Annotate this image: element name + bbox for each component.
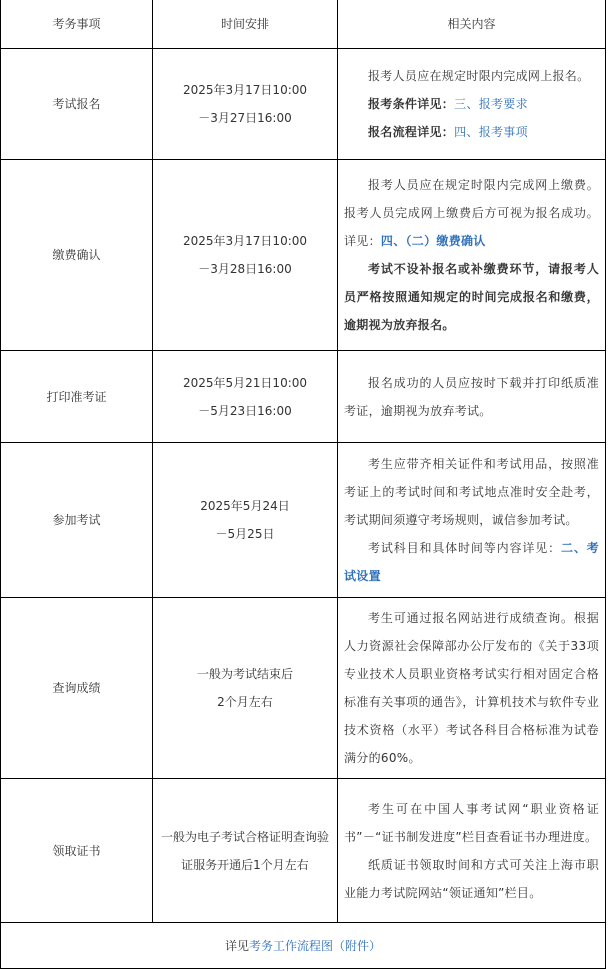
content-cell bbox=[338, 598, 606, 779]
content-paragraph: 考生应带齐相关证件和考试用品，按照准考证上的考试时间和考试地点准时安全赴考，考试期间须遵守考场规则，诚信参加考试。 bbox=[344, 457, 599, 527]
time-start: 一般为考试结束后 bbox=[196, 667, 293, 681]
table-row-take-exam bbox=[1, 443, 606, 598]
link-registration-process[interactable]: 四、报考事项 bbox=[454, 125, 528, 139]
label: 报考条件详见： bbox=[368, 97, 455, 111]
time-start: 2025年3月17日10:00 bbox=[182, 83, 308, 97]
content-cell bbox=[338, 779, 606, 923]
time-cell bbox=[153, 160, 338, 351]
link-exam-settings[interactable]: 二、考试设置 bbox=[344, 541, 599, 583]
content-cell bbox=[338, 49, 606, 160]
time-start: 2025年3月17日10:00 bbox=[182, 234, 308, 248]
item-cell: 参加考试 bbox=[1, 443, 153, 598]
table-footer-row bbox=[1, 923, 606, 969]
time-start: 一般为电子考试合格证明查询验 bbox=[160, 829, 329, 844]
item-cell: 缴费确认 bbox=[1, 160, 153, 351]
warning-paragraph: 考试不设补报名或补缴费环节，请报考人员严格按照通知规定的时间完成报名和缴费，逾期视为放弃报名。 bbox=[344, 262, 599, 332]
table-row-certificate bbox=[1, 779, 606, 923]
link-workflow-chart[interactable]: 考务工作流程图（附件） bbox=[249, 938, 382, 953]
text: 考试科目和具体时间等内容详见： bbox=[368, 541, 561, 555]
content-paragraph: 报名成功的人员应按时下载并打印纸质准考证，逾期视为放弃考试。 bbox=[344, 375, 599, 418]
time-end: －3月28日16:00 bbox=[198, 262, 292, 276]
header-item: 考务事项 bbox=[1, 0, 153, 49]
time-cell bbox=[153, 598, 338, 779]
item-cell: 领取证书 bbox=[1, 779, 153, 923]
content-cell bbox=[338, 351, 606, 443]
table-row-registration bbox=[1, 49, 606, 160]
content-paragraph: 纸质证书领取时间和方式可关注上海市职业能力考试院网站“领证通知”栏目。 bbox=[344, 857, 599, 900]
time-end: －3月27日16:00 bbox=[198, 111, 292, 125]
time-cell bbox=[153, 779, 338, 923]
time-end: －5月23日16:00 bbox=[198, 403, 292, 418]
item-cell: 查询成绩 bbox=[1, 598, 153, 779]
footer-prefix: 详见 bbox=[224, 938, 249, 953]
item-cell: 考试报名 bbox=[1, 49, 153, 160]
time-start: 2025年5月21日10:00 bbox=[182, 375, 308, 390]
content-paragraph bbox=[344, 118, 599, 146]
content-paragraph bbox=[344, 534, 599, 590]
table-row-admission-ticket bbox=[1, 351, 606, 443]
table-row-score-query bbox=[1, 598, 606, 779]
footer-cell bbox=[1, 923, 606, 969]
time-cell bbox=[153, 443, 338, 598]
content-cell bbox=[338, 160, 606, 351]
time-cell bbox=[153, 351, 338, 443]
label: 报名流程详见： bbox=[368, 125, 455, 139]
content-paragraph: 考生可在中国人事考试网“职业资格证书”－“证书制发进度”栏目查看证书办理进度。 bbox=[344, 801, 599, 844]
time-end: 2个月左右 bbox=[217, 695, 273, 709]
content-paragraph bbox=[344, 90, 599, 118]
time-cell bbox=[153, 49, 338, 160]
link-payment-confirmation[interactable]: 四、（二）缴费确认 bbox=[380, 234, 486, 248]
content-paragraph: 报考人员应在规定时限内完成网上报名。 bbox=[368, 69, 590, 83]
table-row-payment bbox=[1, 160, 606, 351]
content-paragraph bbox=[344, 171, 599, 255]
link-registration-requirements[interactable]: 三、报考要求 bbox=[454, 97, 528, 111]
item-cell: 打印准考证 bbox=[1, 351, 153, 443]
time-end: 证服务开通后1个月左右 bbox=[181, 857, 309, 872]
content-paragraph: 考生可通过报名网站进行成绩查询。根据人力资源社会保障部办公厅发布的《关于33项专业技术人员职业资格考试实行相对固定合格标准有关事项的通告》，计算机技术与软件专业技术资格（水平）考试各科目合格标准为试卷满分的60%。 bbox=[344, 611, 599, 765]
time-start: 2025年5月24日 bbox=[200, 499, 290, 513]
header-time: 时间安排 bbox=[153, 0, 338, 49]
header-content: 相关内容 bbox=[338, 0, 606, 49]
text: 报考人员应在规定时限内完成网上缴费。报考人员完成网上缴费后方可视为报名成功。详见： bbox=[344, 178, 599, 248]
content-cell bbox=[338, 443, 606, 598]
time-end: －5月25日 bbox=[215, 527, 275, 541]
table-header-row bbox=[1, 0, 606, 49]
